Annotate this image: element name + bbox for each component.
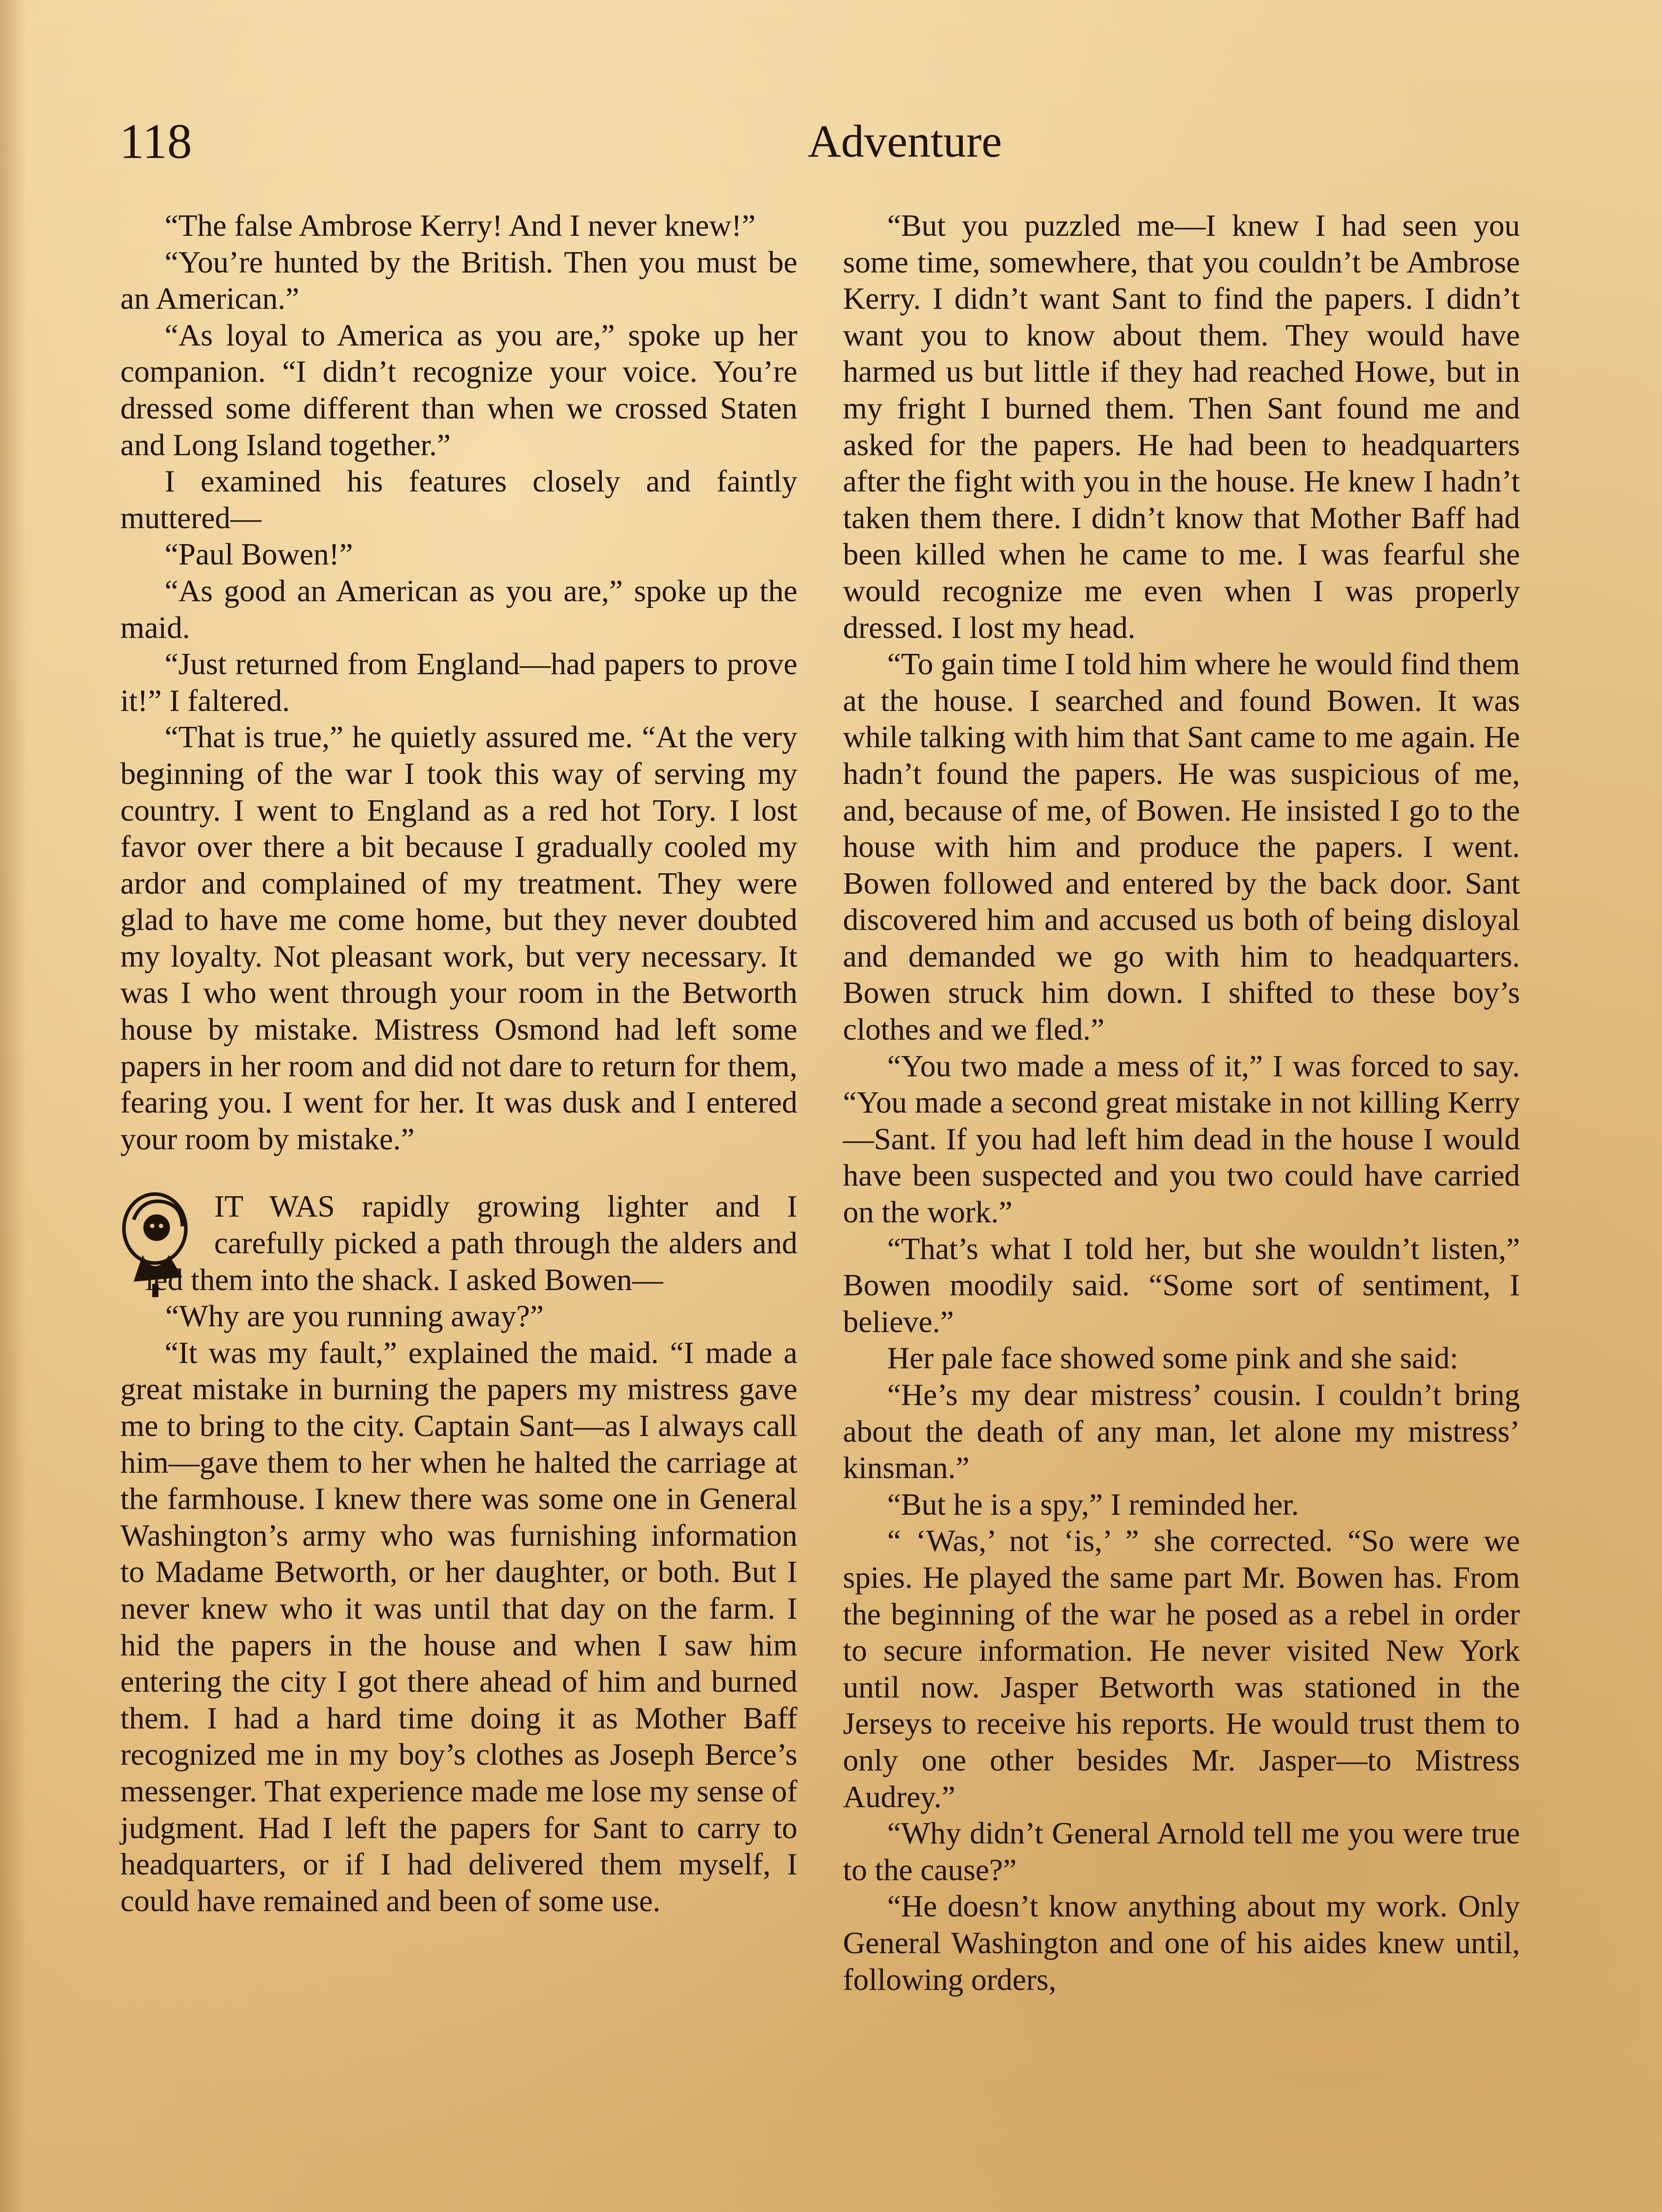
paragraph: “Why didn’t General Arnold tell me you were true to the cause?” <box>843 1816 1520 1887</box>
paragraph: “It was my fault,” explained the maid. “I made a great mistake in burning the papers my mistress gave me to bring to the city. Captain Sant—as I always call him—gave them to her when he halted the carriage at the farmhouse. I knew there was some one in General Washington’s army who was furnishing information to Madame Betworth, or her daughter, or both. But I never knew who it was until that day on the farm. I hid the papers in the house and when I saw him entering the city I got there ahead of him and burned them. I had a hard time doing it as Mother Baff recognized me in my boy’s clothes as Joseph Berce’s messenger. That experience made me lose my sense of judgment. Had I left the papers for Sant to carry to headquarters, or if I had delivered them myself, I could have remained and been of some use. <box>120 1336 797 1918</box>
paragraph: I examined his features closely and faintly muttered— <box>120 465 797 535</box>
paragraph: Her pale face showed some pink and she said: <box>887 1341 1458 1376</box>
magazine-title: Adventure <box>808 116 1002 167</box>
left-column <box>120 208 797 1920</box>
paragraph: “Why are you running away?” <box>165 1299 544 1334</box>
paragraph: “The false Ambrose Kerry! And I never knew!” <box>165 209 756 243</box>
page-edge-shadow <box>0 0 27 2212</box>
paragraph: “That’s what I told her, but she wouldn’t listen,” Bowen moodily said. “Some sort of sentiment, I believe.” <box>843 1232 1520 1339</box>
paragraph: “Paul Bowen!” <box>165 538 353 572</box>
paragraph: “You’re hunted by the British. Then you must be an American.” <box>120 245 797 316</box>
right-column <box>843 208 1520 1998</box>
paragraph: “That is true,” he quietly assured me. “At the very beginning of the war I took this way of serving my country. I went to England as a red hot Tory. I lost favor over there a bit because I gradually cooled my ardor and complained of my treatment. They were glad to have me come home, but they never doubted my loyalty. Not pleasant work, but very necessary. It was I who went through your room in the Betworth house by mistake. Mistress Osmond had left some papers in her room and did not dare to return for them, fearing you. I went for her. It was dusk and I entered your room by mistake.” <box>120 720 797 1156</box>
paragraph: “He’s my dear mistress’ cousin. I couldn’t bring about the death of any man, let alone my mistress’ kinsman.” <box>843 1378 1520 1486</box>
paragraph: “To gain time I told him where he would find them at the house. I searched and found Bowen. It was while talking with him that Sant came to me again. He hadn’t found the papers. He was suspicious of me, and, because of me, of Bowen. He insisted I go to the house with him and produce the papers. I went. Bowen followed and entered by the back door. Sant discovered him and accused us both of being disloyal and demanded we go with him to headquarters. Bowen struck him down. I shifted to these boy’s clothes and we fled.” <box>843 647 1520 1047</box>
page-header <box>119 113 1540 170</box>
paragraph: “But you puzzled me—I knew I had seen you some time, somewhere, that you couldn’t be Ambrose Kerry. I didn’t want Sant to find the papers. I didn’t want you to know about them. They would have harmed us but little if they had reached Howe, but in my fright I burned them. Then Sant found me and asked for the papers. He had been to headquarters after the fight with you in the house. He knew I hadn’t taken them there. I didn’t know that Mother Baff had been killed when he came to me. I was fearful she would recognize me even when I was properly dressed. I lost my head. <box>843 209 1520 645</box>
section-break-paragraph: IT WAS rapidly growing lighter and I carefully picked a path through the alders and led them into the shack. I asked Bowen— <box>145 1190 797 1297</box>
page-number: 118 <box>119 114 192 169</box>
paragraph: “ ‘Was,’ not ‘is,’ ” she corrected. “So were we spies. He played the same part Mr. Bowen has. From the beginning of the war he posed as a rebel in order to secure information. He never visited New York until now. Jasper Betworth was stationed in the Jerseys to receive his reports. He would trust them to only one other besides Mr. Jasper—to Mistress Audrey.” <box>843 1524 1520 1814</box>
paragraph: “As loyal to America as you are,” spoke up her companion. “I didn’t recognize your voice. You’re dressed some different than when we crossed Staten and Long Island together.” <box>120 318 797 462</box>
paragraph: “But he is a spy,” I reminded her. <box>887 1487 1299 1522</box>
paragraph: “You two made a mess of it,” I was forced to say. “You made a second great mistake in not killing Kerry—Sant. If you had left him dead in the house I would have been suspected and you two could have carried on the work.” <box>843 1049 1520 1230</box>
paragraph: “Just returned from England—had papers to prove it!” I faltered. <box>120 647 797 718</box>
paragraph: “As good an American as you are,” spoke up the maid. <box>120 574 797 645</box>
paragraph: “He doesn’t know anything about my work. Only General Washington and one of his aides knew until, following orders, <box>843 1889 1520 1997</box>
